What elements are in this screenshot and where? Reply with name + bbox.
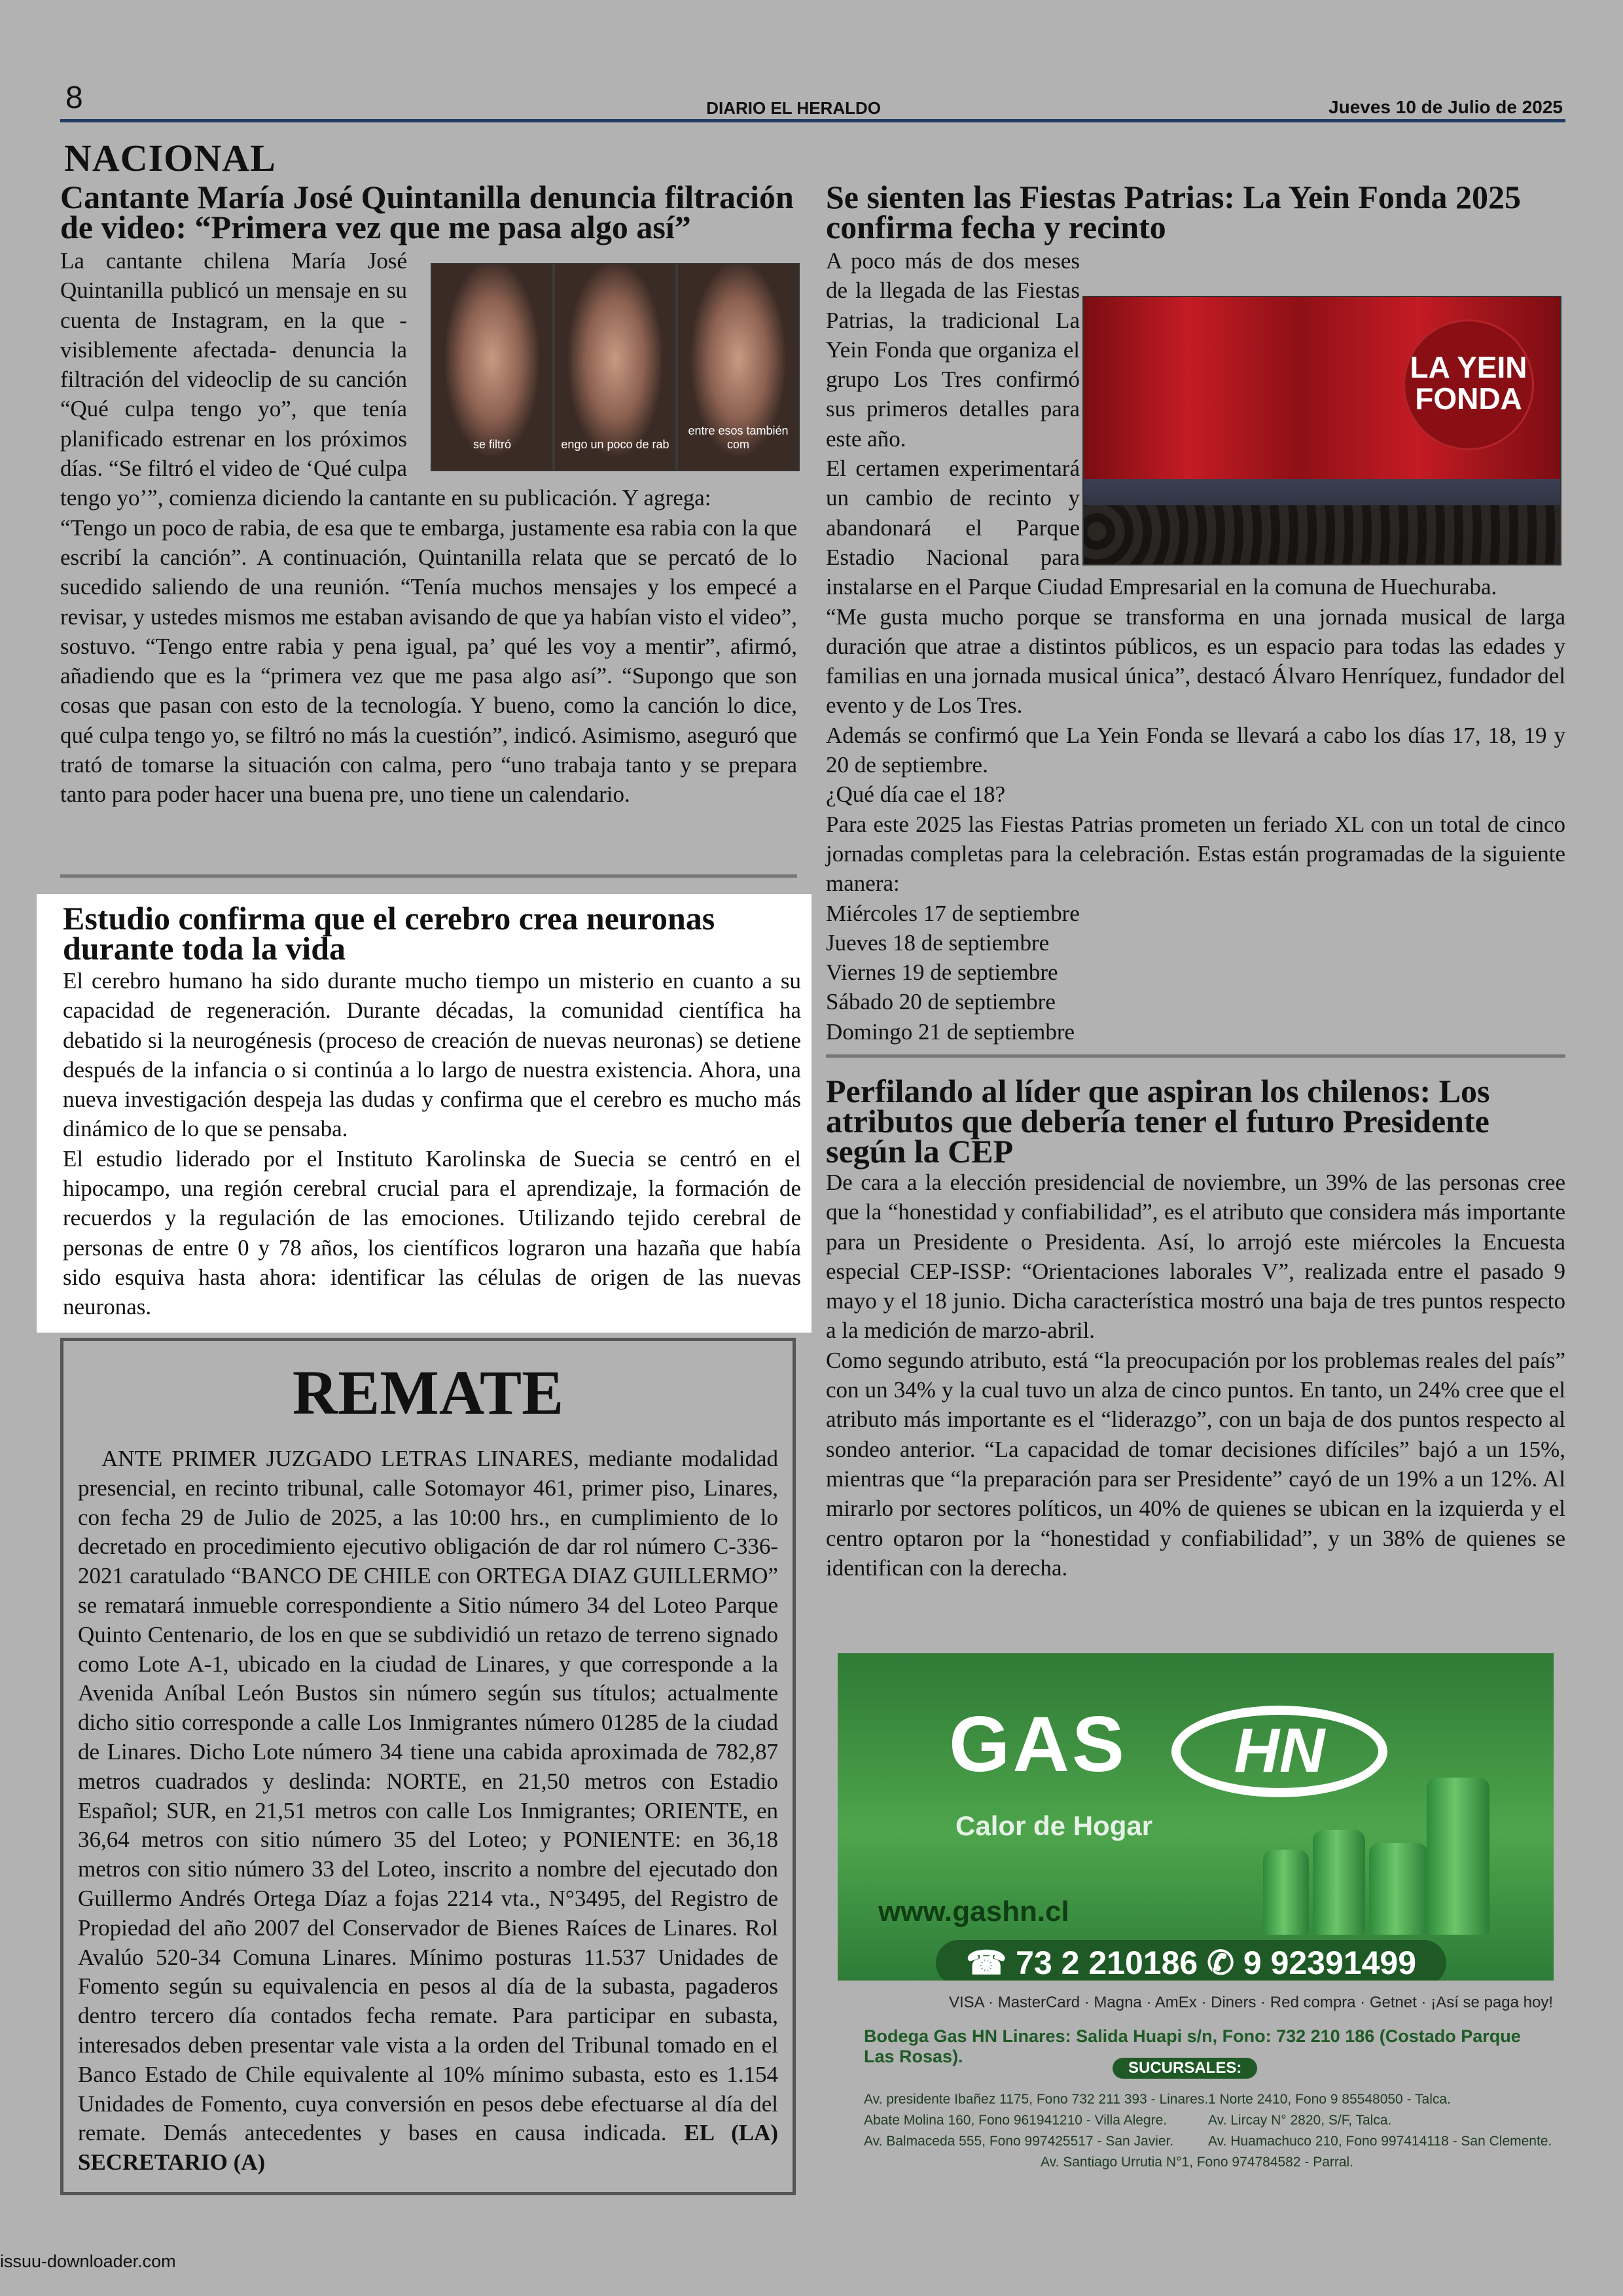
article-cep	[826, 1073, 1565, 1583]
gas-cylinder-icon	[1263, 1850, 1309, 1935]
page-number: 8	[65, 81, 83, 115]
branch-item: Av. Balmaceda 555, Fono 997425517 - San Javier.	[864, 2134, 1174, 2149]
article-fonda-title: Se sienten las Fiestas Patrias: La Yein Fonda 2025 confirma fecha y recinto	[826, 179, 1522, 245]
photo-caption-1: se filtró	[473, 438, 512, 451]
article-fonda-lead: A poco más de dos meses de la llegada de las Fiestas Patrias, la tradicional La Yein Fonda que organiza el grupo Los Tres confirmó sus primeros detalles para este año.	[826, 248, 1080, 452]
article-fonda-dates: Además se confirmó que La Yein Fonda se llevará a cabo los días 17, 18, 19 y 20 de septiembre.	[826, 722, 1565, 778]
article-quintanilla-body	[60, 246, 797, 810]
gas-cylinder-icon	[1369, 1843, 1428, 1935]
article-fonda	[826, 179, 1565, 245]
gas-hn-ad	[838, 1653, 1554, 2190]
payment-methods: VISA · MasterCard · Magna · AmEx · Diners · Red compra · Getnet · ¡Así se paga hoy!	[949, 1994, 1553, 2011]
branch-item: Av. Lircay N° 2820, S/F, Talca.	[1208, 2113, 1392, 2128]
article-quintanilla	[60, 179, 797, 245]
holiday-day: Domingo 21 de septiembre	[826, 1018, 1075, 1045]
watermark-text: issuu-downloader.com	[0, 2251, 176, 2271]
article-cep-body	[826, 1168, 1565, 1583]
ad-brand-hn: HN	[1171, 1706, 1387, 1797]
photo-spacer-2	[1089, 276, 1565, 558]
branch-item: Av. Santiago Urrutia N°1, Fono 974784582 - Parral.	[1041, 2155, 1354, 2170]
remate-signature: EL (LA) SECRETARIO (A)	[78, 2120, 779, 2176]
branch-item: Abate Molina 160, Fono 961941210 - Villa Alegre.	[864, 2113, 1168, 2128]
article-cep-p2: Como segundo atributo, está “la preocupación por los problemas reales del país” con un 34% y la cual tuvo un alza de cinco puntos. En tanto, un 24% cree que el atributo más importante es el “liderazgo”, con un baja de dos puntos respecto al sondeo anterior. “La capacidad de tomar decisiones difíciles” bajó a un 15%, mientras que “la preparación para ser Presidente” cayó de un 19% a un 12%. Al mirarlo por sectores políticos, un 40% de quienes se ubican en la izquierda y el centro optaron por la “honestidad y confiabilidad”, y un 38% de quienes se identifican con la derecha.	[826, 1347, 1565, 1581]
ad-brand-gas: GAS	[949, 1700, 1128, 1788]
holiday-day: Sábado 20 de septiembre	[826, 989, 1056, 1015]
fonda-logo: LA YEIN FONDA	[1403, 319, 1534, 450]
article-quintanilla-title: Cantante María José Quintanilla denuncia filtración de video: “Primera vez que me pasa algo así”	[60, 179, 794, 245]
article-neuronas-body	[63, 966, 801, 1322]
article-cep-p1: De cara a la elección presidencial de noviembre, un 39% de las personas cree que la “honestidad y confiabilidad”, es el atributo que considera más importante para un Presidente o Presidenta. Así, lo arrojó este miércoles la Encuesta especial CEP-ISSP: “Orientaciones laborales V”, realizada entre el pasado 9 mayo y el 18 junio. Dicha característica mostró una baja de tres puntos respecto a la medición de marzo-abril.	[826, 1170, 1565, 1344]
branch-item: Av. Huamachuco 210, Fono 997414118 - San Clemente.	[1208, 2134, 1552, 2149]
article-quintanilla-quote: “Tengo un poco de rabia, de esa que te embarga, justamente esa rabia con la que escribí la canción”. A continuación, Quintanilla relata que se percató de lo sucedido saliendo de una reunión. “Tenía muchos mensajes y los empecé a revisar, y ustedes mismos me estaban avisando de que ya habían visto el video”, sostuvo. “Tengo entre rabia y pena igual, pa’ qué les voy a mentir”, afirmó, añadiendo que es la “primera vez que me pasa algo así”. “Supongo que son cosas que pasan con esto de la tecnología. Y bueno, como la canción lo dice, qué culpa tengo yo, se filtró no más la cuestión”, indicó. Asimismo, aseguró que trató de tomarse la situación con calma, pero “uno trabaja tanto y se prepara tanto para poder hacer una buena pre, uno tiene un calendario.	[60, 514, 797, 808]
article-neuronas-p1: El cerebro humano ha sido durante mucho tiempo un misterio en cuanto a su capacidad de regeneración. Durante décadas, la comunidad científica ha debatido si la neurogénesis (proceso de creación de nuevas neuronas) se detiene después de la infancia o si continúa a lo largo de nuestra existencia. Ahora, una nueva investigación despeja las dudas y confirma que el cerebro es mucho más dinámico de lo que se pensaba.	[63, 968, 801, 1142]
sucursales-label: SUCURSALES:	[1113, 2058, 1257, 2079]
article-fonda-question: ¿Qué día cae el 18?	[826, 781, 1006, 808]
ad-website: www.gashn.cl	[878, 1895, 1069, 1928]
header-rule	[60, 119, 1565, 122]
issue-date: Jueves 10 de Julio de 2025	[1329, 97, 1563, 117]
photo-caption-2: engo un poco de rab	[561, 438, 669, 451]
ad-details	[838, 1994, 1554, 2190]
remate-text: ANTE PRIMER JUZGADO LETRAS LINARES, mediante modalidad presencial, en recinto tribunal, calle Sotomayor 461, primer piso, Linares, con fecha 29 de Julio de 2025, a las 10:00 hrs., en cumplimiento de lo decretado en procedimiento ejecutivo obligación de dar rol número C-336-2021 caratulado “BANCO DE CHILE con ORTEGA DIAZ GUILLERMO” se rematará inmueble correspondiente a Sitio número 34 del Loteo Parque Quinto Centenario, de los en que se subdividió un retazo de terreno signado como Lote A-1, ubicado en la ciudad de Linares, y que corresponde a la Avenida Aníbal León Bustos sin número según sus títulos; actualmente dicho sitio corresponde a calle Los Inmigrantes número 01285 de la ciudad de Linares. Dicho Lote número 34 tiene una cabida aproximada de 782,87 metros cuadrados y deslinda: NORTE, en 21,50 metros con Estadio Español; SUR, en 21,51 metros con calle Los Inmigrantes; ORIENTE, en 36,64 metros con sitio número 35 del Loteo; y PONIENTE: en 36,18 metros con sitio número 33 del Loteo, inscrito a nombre del ejecutado don Guillermo Andrés Ortega Díaz a fojas 2214 vta., N°3495, del Registro de Propiedad del año 2007 del Conservador de Bienes Raíces de Linares. Rol Avalúo 520-34 Comuna Linares. Mínimo posturas 11.537 Unidades de Fomento según su equivalencia en pesos al día de la subasta, pagaderos dentro tercero día contados fecha remate. Para participar en subasta, interesados deben presentar vale vista a la orden del Tribunal tomado en el Banco Estado de Chile equivalente al 10% mínimo subasta, esto es 1.154 Unidades de Fomento, cuya conversión en pesos debe efectuarse al día del remate. Demás antecedentes y bases en causa indicada.	[78, 1446, 778, 2146]
holiday-day: Jueves 18 de septiembre	[826, 929, 1050, 956]
remate-body	[78, 1444, 778, 2178]
holiday-day: Viernes 19 de septiembre	[826, 960, 1058, 986]
newspaper-name: DIARIO EL HERALDO	[706, 98, 881, 118]
remate-title: REMATE	[292, 1357, 564, 1427]
remate-notice	[60, 1338, 796, 2195]
article-fonda-holiday: Para este 2025 las Fiestas Patrias prometen un feriado XL con un total de cinco jornadas completas para la celebración. Estas están programadas de la siguiente manera:	[826, 811, 1565, 897]
article-neuronas-title: Estudio confirma que el cerebro crea neuronas durante toda la vida	[63, 900, 715, 967]
ad-banner	[838, 1653, 1554, 1981]
photo-caption-3: entre esos también com	[688, 424, 789, 451]
article-neuronas-p2: El estudio liderado por el Instituto Karolinska de Suecia se centró en el hipocampo, una región cerebral crucial para el aprendizaje, la formación de recuerdos y la regulación de las emociones. Utilizando tejido cerebral de personas de entre 0 y 78 años, los científicos lograron una hazaña que había sido esquiva hasta ahora: identificar las células de origen de las nuevas neuronas.	[63, 1145, 801, 1320]
branch-item: Av. presidente Ibañez 1175, Fono 732 211 393 - Linares.	[864, 2092, 1209, 2107]
photo-spacer	[416, 246, 797, 466]
ad-bodega: Bodega Gas HN Linares: Salida Huapi s/n, Fono: 732 210 186 (Costado Parque Las Rosas).	[864, 2026, 1521, 2066]
branch-item: 1 Norte 2410, Fono 9 85548050 - Talca.	[1208, 2092, 1451, 2107]
article-cep-title: Perfilando al líder que aspiran los chilenos: Los atributos que debería tener el futuro Presidente según la CEP	[826, 1073, 1490, 1170]
gas-cylinder-icon	[1313, 1830, 1365, 1935]
article-quintanilla-intro: La cantante chilena María José Quintanilla publicó un mensaje en su cuenta de Instagram, en la que -visiblemente afectada- denuncia la filtración del videoclip de su canción “Qué culpa tengo yo”, que tenía planificado estrenar en los próximos días. “Se filtró el video de ‘Qué culpa tengo yo’”, comienza diciendo la cantante en su publicación. Y agrega:	[60, 248, 711, 511]
article-fonda-quote: “Me gusta mucho porque se transforma en una jornada musical de larga duración que atrae a distintos públicos, es un espacio para todas las edades y familias en una jornada musical única”, destacó Álvaro Henríquez, fundador del evento y de Los Tres.	[826, 603, 1565, 719]
ad-tagline: Calor de Hogar	[955, 1810, 1153, 1841]
gas-cylinder-icon	[1427, 1778, 1489, 1935]
article-neuronas	[63, 900, 801, 1322]
column-divider-left	[60, 874, 797, 878]
section-title: NACIONAL	[64, 137, 276, 179]
article-fonda-body	[826, 246, 1565, 1047]
article-fonda-venue: El certamen experimentará un cambio de recinto y abandonará el Parque Estadio Nacional para instalarse en el Parque Ciudad Empresarial en la comuna de Huechuraba.	[826, 456, 1497, 600]
ad-phones: ☎ 73 2 210186 ✆ 9 92391499	[936, 1940, 1446, 1981]
holiday-day: Miércoles 17 de septiembre	[826, 900, 1080, 926]
column-divider-right	[826, 1054, 1565, 1058]
